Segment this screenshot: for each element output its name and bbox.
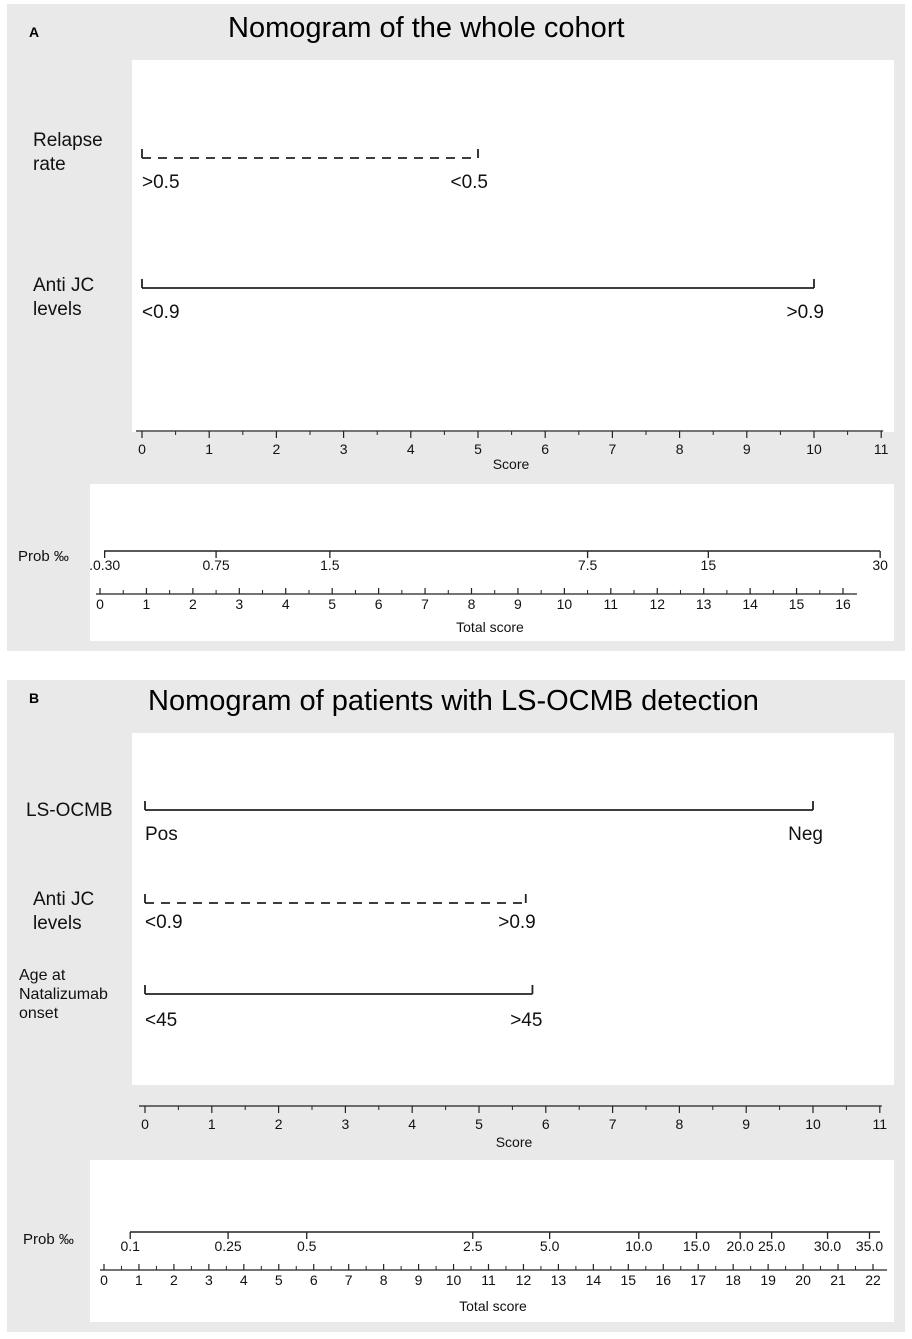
- prob-axis-title-a: Prob ‰: [18, 548, 69, 565]
- panel-b-score-tick-label-2: 2: [274, 1116, 283, 1132]
- panel-a-total-tick-label-12: 12: [649, 596, 666, 612]
- panel-a-total-tick-label-3: 3: [235, 596, 244, 612]
- panel-b-score-tick-label-9: 9: [742, 1116, 751, 1132]
- panel-b-predictor-1-level-0: <0.9: [145, 912, 183, 933]
- panel-b-prob-tick-label-5: 10.0: [625, 1238, 653, 1254]
- panel-a-prob-tick-label-1: 0.75: [202, 557, 230, 573]
- panel-b-total-tick-label-6: 6: [309, 1272, 318, 1288]
- panel-b-score-tick-label-10: 10: [805, 1116, 821, 1132]
- predictor-label-ls-ocmb: LS-OCMB: [26, 800, 113, 821]
- panel-b-total-tick-label-12: 12: [515, 1272, 532, 1288]
- panel-a-score-tick-label-8: 8: [675, 441, 684, 457]
- panel-a-score-tick-label-2: 2: [272, 441, 281, 457]
- panel-b-total-tick-label-10: 10: [445, 1272, 462, 1288]
- panel-a-total-tick-label-0: 0: [96, 596, 104, 612]
- panel-a-letter: A: [29, 24, 40, 40]
- panel-a-predictor-1-level-0: <0.9: [142, 302, 180, 323]
- panel-b-total-tick-label-15: 15: [620, 1272, 637, 1288]
- panel-b-score-tick-label-5: 5: [475, 1116, 483, 1132]
- panel-b-prob-tick-label-2: 0.5: [297, 1238, 317, 1254]
- panel-b-total-tick-label-2: 2: [170, 1272, 178, 1288]
- panel-b-predictor-2-level-1: >45: [510, 1010, 543, 1031]
- panel-b-total-tick-label-20: 20: [795, 1272, 811, 1288]
- panel-a-total-tick-label-10: 10: [556, 596, 573, 612]
- panel-a-prob-tick-label-2: 1.5: [320, 557, 340, 573]
- panel-a-total-tick-label-13: 13: [695, 596, 712, 612]
- panel-a-score-tick-label-1: 1: [205, 441, 214, 457]
- panel-b-predictor-0-level-0: Pos: [145, 824, 178, 845]
- panel-a-score-tick-label-0: 0: [138, 441, 146, 457]
- panel-a-score-tick-label-5: 5: [474, 441, 482, 457]
- panel-a-total-tick-label-1: 1: [142, 596, 151, 612]
- predictor-label-age-natalizumab: Age at Natalizumab onset: [19, 967, 108, 1022]
- panel-b-prob-tick-label-9: 30.0: [813, 1238, 842, 1254]
- panel-b-prob-tick-label-1: 0.25: [214, 1238, 242, 1254]
- panel-b-prob-tick-label-8: 25.0: [758, 1238, 786, 1254]
- panel-b-total-tick-label-8: 8: [379, 1272, 388, 1288]
- panel-b-letter: B: [29, 690, 40, 706]
- panel-a-total-tick-label-9: 9: [514, 596, 522, 612]
- panel-a-predictor-0-level-1: <0.5: [450, 172, 488, 193]
- panel-b-total-tick-label-4: 4: [239, 1272, 248, 1288]
- panel-b-score-tick-label-3: 3: [341, 1116, 350, 1132]
- panel-a-score-tick-label-3: 3: [339, 441, 348, 457]
- panel-a-prob-tick-label-4: 15: [700, 557, 717, 573]
- panel-b-total-tick-label-22: 22: [865, 1272, 881, 1288]
- panel-a-predictor-1-level-1: >0.9: [786, 302, 824, 323]
- panel-b-score-tick-label-7: 7: [608, 1116, 617, 1132]
- panel-b-prob-tick-label-3: 2.5: [463, 1238, 483, 1254]
- panel-b-score-tick-label-0: 0: [141, 1116, 149, 1132]
- panel-b-prob-tick-label-4: 5.0: [539, 1238, 560, 1254]
- panel-b-total-tick-label-17: 17: [690, 1272, 707, 1288]
- panel-b-total-tick-label-3: 3: [204, 1272, 213, 1288]
- panel-b-total-tick-label-13: 13: [550, 1272, 567, 1288]
- panel-a-prob-tick-label-0: .0.30: [89, 557, 121, 573]
- panel-a-prob-tick-label-3: 7.5: [577, 557, 598, 573]
- panel-a-score-tick-label-7: 7: [608, 441, 617, 457]
- score-axis-title-a: Score: [492, 456, 530, 472]
- panel-b-title: Nomogram of patients with LS-OCMB detection: [148, 685, 759, 717]
- panel-a-score-tick-label-6: 6: [541, 441, 550, 457]
- panel-b-total-tick-label-11: 11: [481, 1272, 496, 1288]
- panel-b-prob-tick-label-0: 0.1: [120, 1238, 140, 1254]
- panel-a-total-tick-label-7: 7: [421, 596, 429, 612]
- prob-axis-title-b: Prob ‰: [23, 1231, 74, 1248]
- panel-b-total-tick-label-18: 18: [725, 1272, 741, 1288]
- predictor-label-anti-jc-a: Anti JC levels: [33, 275, 95, 320]
- predictor-label-relapse-rate: Relapse rate: [33, 130, 103, 175]
- panel-b-predictor-0-level-1: Neg: [788, 824, 823, 845]
- panel-a-total-tick-label-14: 14: [742, 596, 758, 612]
- panel-b-predictor-1-level-1: >0.9: [498, 912, 536, 933]
- score-axis-title-b: Score: [495, 1134, 533, 1150]
- panel-a-total-tick-label-16: 16: [835, 596, 851, 612]
- panel-b-total-tick-label-16: 16: [655, 1272, 672, 1288]
- panel-a-total-tick-label-2: 2: [188, 596, 197, 612]
- panel-b-score-tick-label-6: 6: [541, 1116, 550, 1132]
- panel-b-prob-tick-label-7: 20.0: [726, 1238, 754, 1254]
- panel-a-score-tick-label-10: 10: [806, 441, 822, 457]
- panel-a-score-tick-label-4: 4: [406, 441, 415, 457]
- panel-b-prob-tick-label-10: 35.0: [855, 1238, 884, 1254]
- panel-a-prob-tick-label-5: 30: [872, 557, 888, 573]
- panel-b-total-tick-label-5: 5: [274, 1272, 283, 1288]
- panel-b-total-tick-label-7: 7: [344, 1272, 353, 1288]
- total-axis-title-b: Total score: [459, 1298, 527, 1314]
- panel-b-total-tick-label-21: 21: [830, 1272, 846, 1288]
- panel-a-total-tick-label-15: 15: [788, 596, 805, 612]
- predictor-label-anti-jc-b: Anti JC levels: [33, 889, 95, 934]
- panel-b-predictor-2-level-0: <45: [145, 1010, 178, 1031]
- panel-a-total-tick-label-4: 4: [281, 596, 290, 612]
- panel-a-total-tick-label-11: 11: [603, 596, 619, 612]
- panel-b-prob-tick-label-6: 15.0: [682, 1238, 711, 1254]
- panel-a-predictor-0-level-0: >0.5: [142, 172, 180, 193]
- panel-a-total-tick-label-5: 5: [328, 596, 337, 612]
- panel-a-score-tick-label-9: 9: [742, 441, 751, 457]
- panel-b-total-tick-label-19: 19: [760, 1272, 776, 1288]
- panel-b-total-tick-label-14: 14: [585, 1272, 602, 1288]
- panel-b-total-tick-label-1: 1: [135, 1272, 143, 1288]
- panel-b-score-tick-label-1: 1: [207, 1116, 216, 1132]
- panel-b-total-tick-label-9: 9: [414, 1272, 423, 1288]
- panel-b-score-tick-label-11: 11: [872, 1116, 888, 1132]
- panel-b-total-tick-label-0: 0: [100, 1272, 108, 1288]
- panel-a-title: Nomogram of the whole cohort: [228, 12, 625, 44]
- panel-a-total-tick-label-6: 6: [374, 596, 383, 612]
- panel-b-score-tick-label-8: 8: [675, 1116, 684, 1132]
- total-axis-title-a: Total score: [456, 619, 524, 635]
- panel-a-total-tick-label-8: 8: [467, 596, 476, 612]
- panel-a-score-tick-label-11: 11: [873, 441, 889, 457]
- panel-b-score-tick-label-4: 4: [408, 1116, 417, 1132]
